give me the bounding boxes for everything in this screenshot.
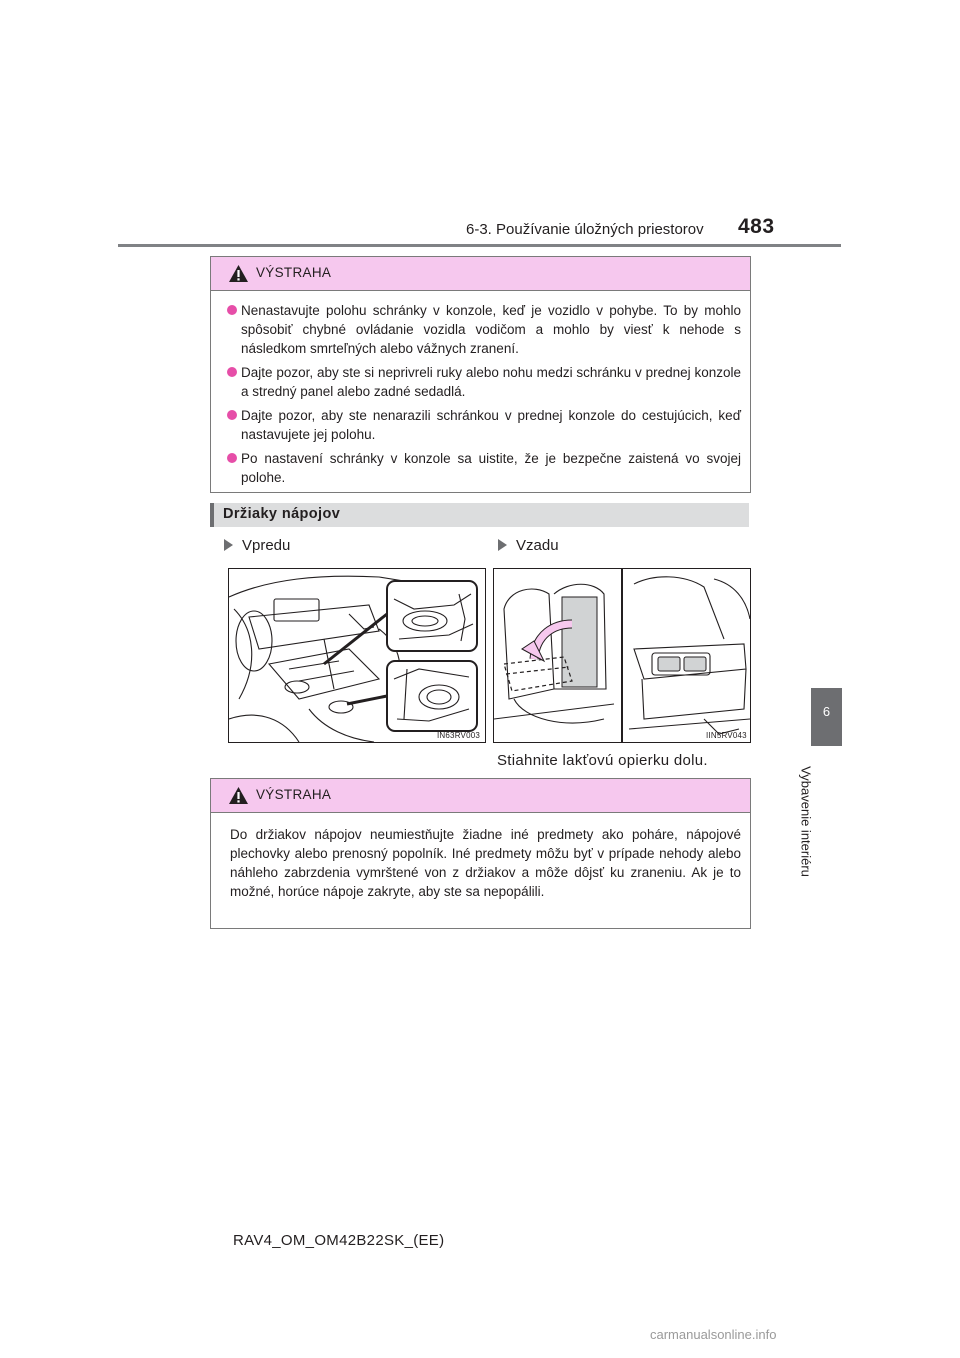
- figure-code: IIN5RV043: [706, 731, 747, 740]
- warning-header: [211, 779, 750, 813]
- bullet-icon: [227, 453, 237, 463]
- warning-triangle-icon: [229, 787, 248, 804]
- chapter-label: Vybavenie interiéru: [798, 766, 814, 877]
- warning-label: VÝSTRAHA: [256, 265, 332, 280]
- chapter-tab: [811, 688, 842, 746]
- rear-armrest-drawing: [494, 569, 750, 742]
- section-header-bar: [210, 503, 214, 527]
- front-cupholder-illustration: [228, 568, 486, 743]
- warning-box-2: [210, 778, 751, 929]
- bullet-icon: [227, 367, 237, 377]
- figure-code: IN63RV003: [437, 731, 481, 740]
- watermark: carmanualsonline.info: [650, 1327, 777, 1342]
- front-console-drawing: [229, 569, 485, 742]
- warning-header: [211, 257, 750, 291]
- rear-figure-caption: Stiahnite lakťovú opierku dolu.: [497, 752, 708, 769]
- warning-triangle-icon: [229, 265, 248, 282]
- chapter-number: 6: [822, 704, 831, 719]
- rear-cupholder-illustration: [493, 568, 751, 743]
- bullet-icon: [227, 305, 237, 315]
- warning-item: Dajte pozor, aby ste si neprivreli ruky alebo nohu medzi schránku v prednej konzole a stredný panel alebo zadné sedadlá.: [227, 363, 741, 401]
- page-number: 483: [738, 215, 775, 238]
- arrow-right-icon: [224, 539, 233, 551]
- warning-label: VÝSTRAHA: [256, 787, 332, 802]
- document-code: RAV4_OM_OM42B22SK_(EE): [233, 1232, 445, 1249]
- warning-item: Nenastavujte polohu schránky v konzole, keď je vozidlo v pohybe. To by mohlo spôsobiť chybné ovládanie vozidla vodičom a mohlo by viesť k nehode s následkom smrteľných alebo vážnych zranení.: [227, 301, 741, 358]
- warning-body: [211, 813, 750, 911]
- chapter-side-label: [786, 760, 814, 890]
- bullet-icon: [227, 410, 237, 420]
- warning-body: [211, 291, 750, 502]
- header-rule: [118, 244, 841, 247]
- header-section-title: 6-3. Používanie úložných priestorov: [466, 221, 704, 238]
- section-header: [210, 503, 749, 527]
- arrow-right-icon: [498, 539, 507, 551]
- warning-box-1: [210, 256, 751, 493]
- warning-item: Dajte pozor, aby ste nenarazili schránkou v prednej konzole do cestujúcich, keď nastavujete jej polohu.: [227, 406, 741, 444]
- warning-item: Po nastavení schránky v konzole sa uistite, že je bezpečne zaistená vo svojej polohe.: [227, 449, 741, 487]
- front-label: Vpredu: [224, 537, 290, 554]
- section-title: Držiaky nápojov: [223, 506, 341, 522]
- rear-label: Vzadu: [498, 537, 559, 554]
- warning-text: Do držiakov nápojov neumiestňujte žiadne iné predmety ako poháre, nápojové plechovky alebo prenosný popolník. Iné predmety môžu byť v prípade nehody alebo náhleho zabrzdenia vymrštené von z držiakov a môže dôjsť ku zraneniu. Ak je to možné, horúce nápoje zakryte, aby ste sa nepopálili.: [230, 827, 741, 899]
